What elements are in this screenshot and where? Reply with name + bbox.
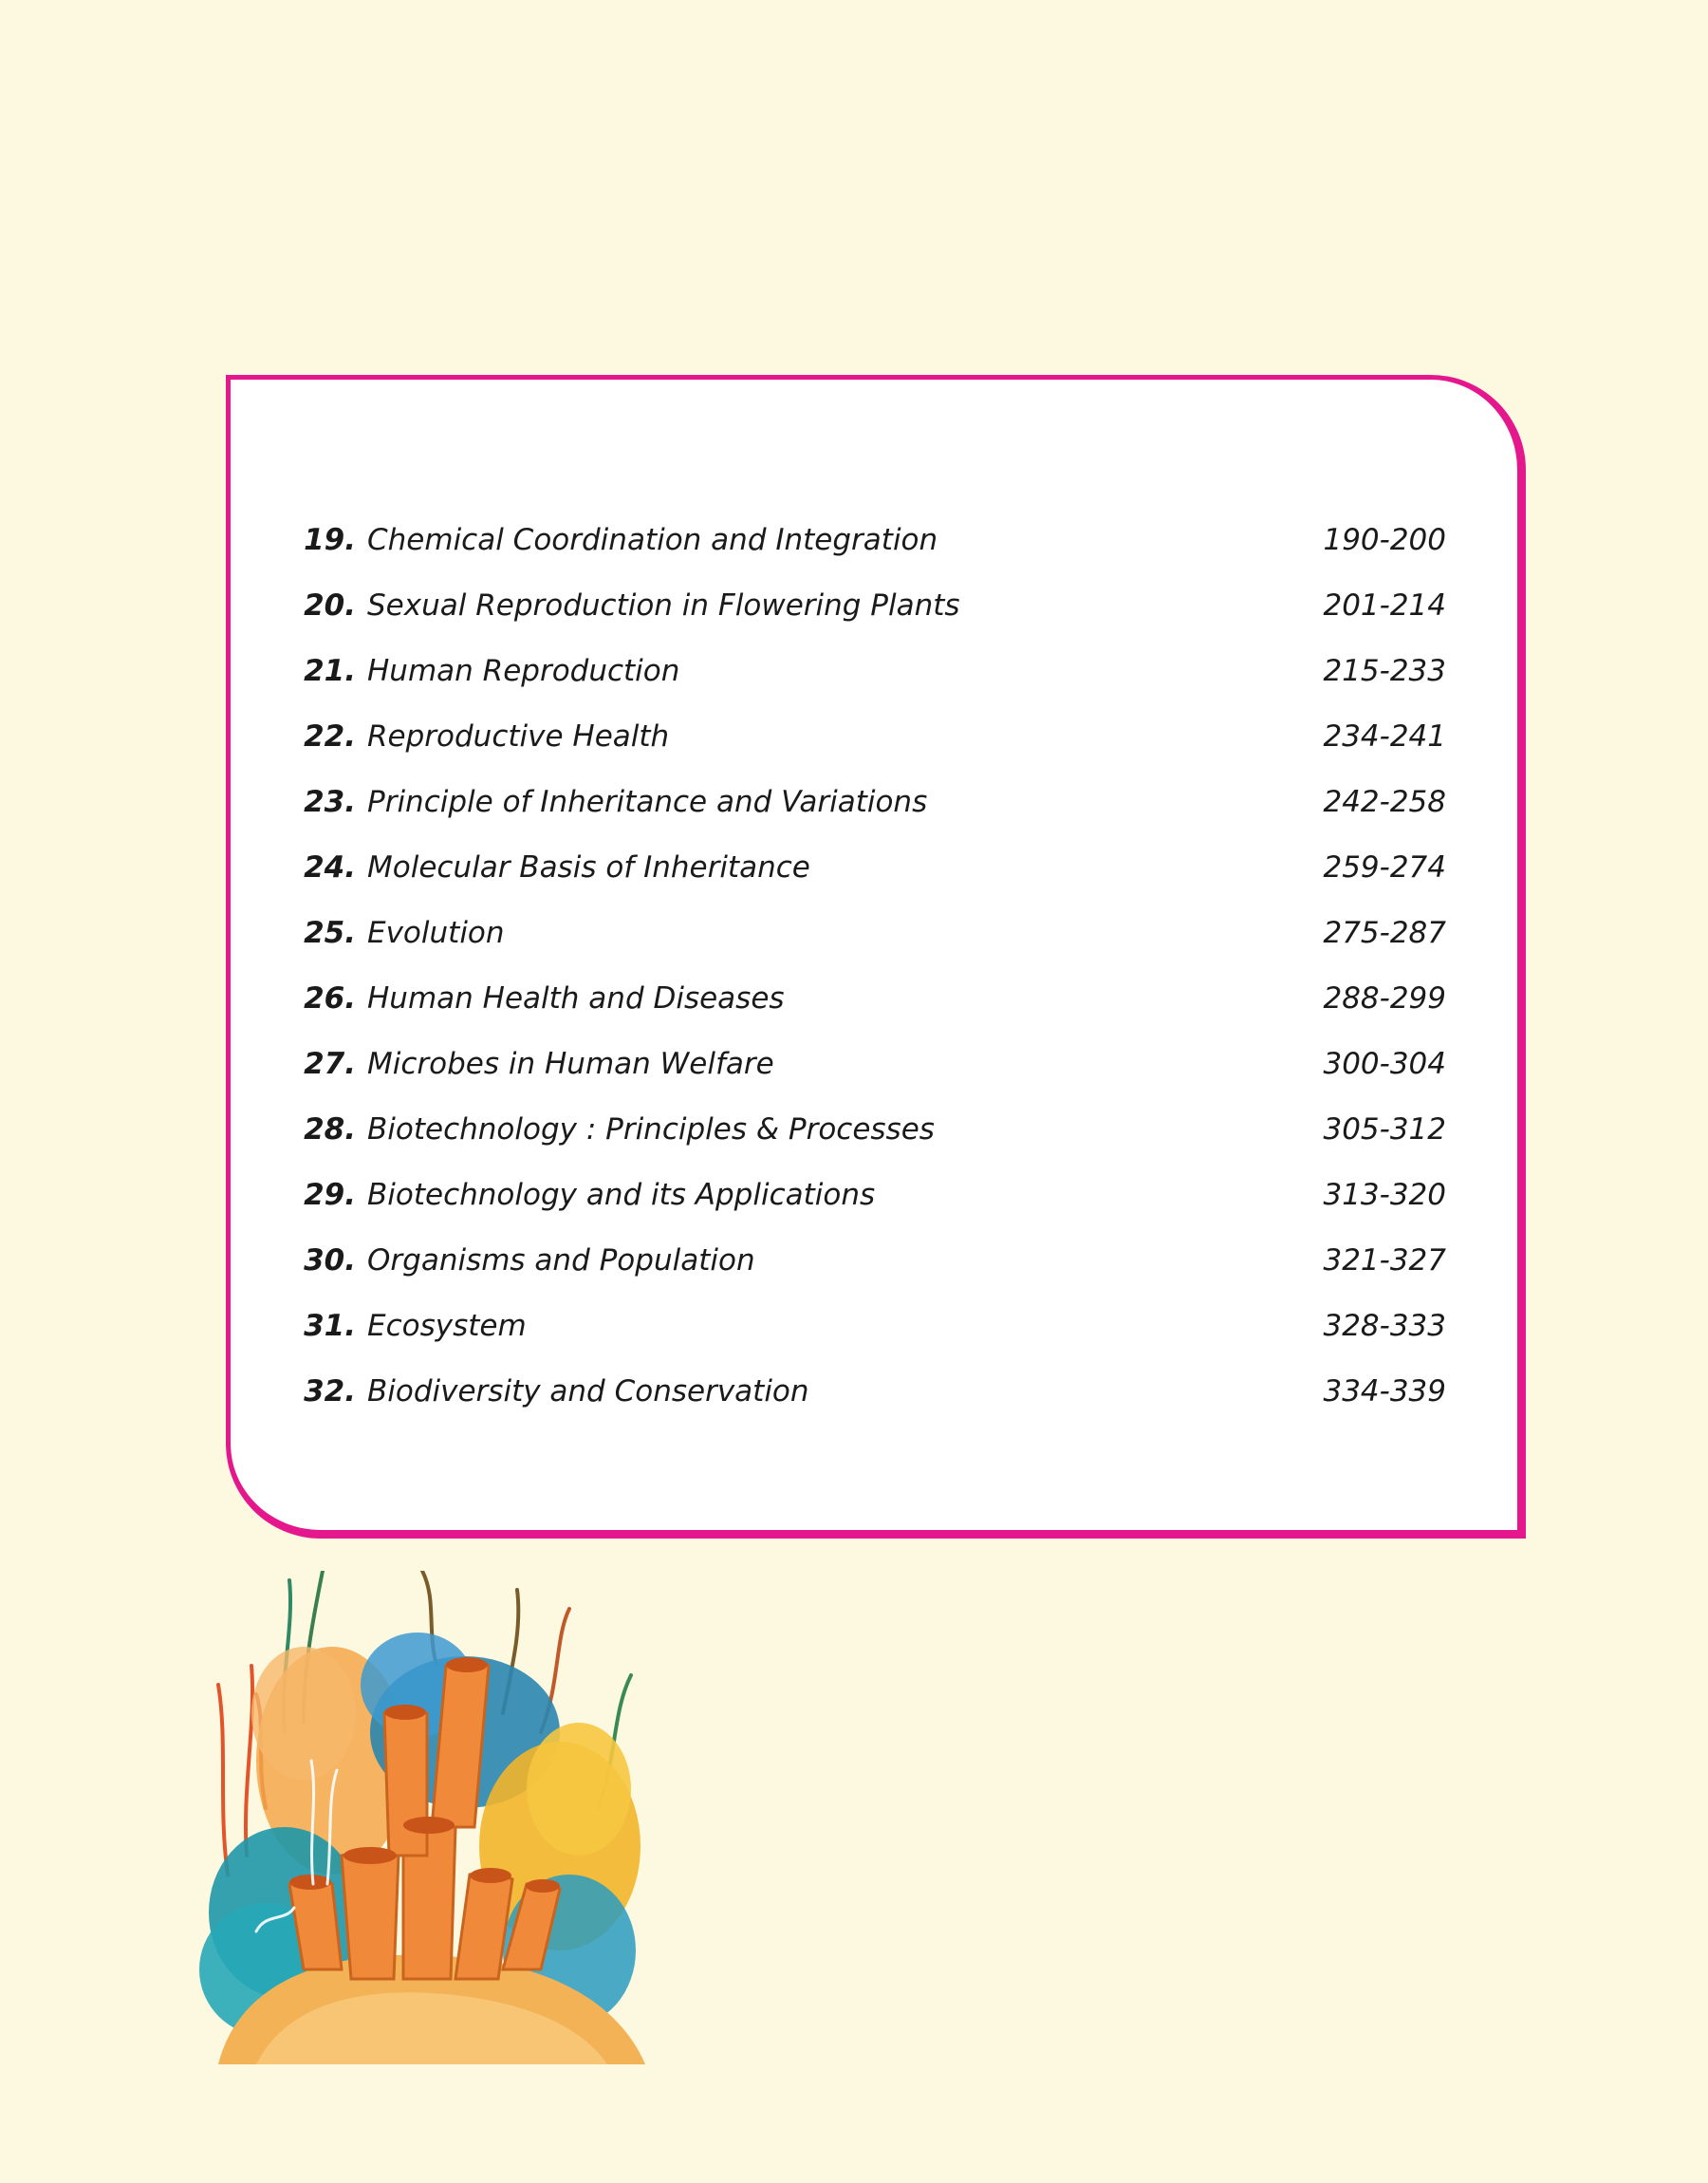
toc-entry[interactable] [231, 508, 1517, 573]
toc-entry-pages: 234-241 [1323, 719, 1446, 754]
toc-entry-title: Ecosystem [367, 1309, 527, 1343]
toc-entry-pages: 321-327 [1323, 1243, 1446, 1278]
toc-entry[interactable] [231, 1032, 1517, 1097]
toc-entry[interactable] [231, 639, 1517, 704]
toc-entry[interactable] [231, 1294, 1517, 1359]
toc-entry-number: 19. [304, 523, 356, 557]
toc-list [231, 508, 1517, 1425]
toc-entry-title: Biotechnology : Principles & Processes [367, 1112, 935, 1147]
coral-reef-illustration [199, 1571, 664, 2064]
toc-entry-pages: 259-274 [1323, 850, 1446, 885]
toc-entry[interactable] [231, 835, 1517, 901]
toc-entry-pages: 190-200 [1323, 523, 1446, 557]
toc-entry-title: Reproductive Health [367, 719, 670, 754]
toc-entry-number: 29. [304, 1178, 356, 1212]
toc-entry-pages: 300-304 [1323, 1047, 1446, 1081]
toc-entry-number: 28. [304, 1112, 356, 1147]
toc-entry-title: Human Health and Diseases [367, 981, 785, 1016]
toc-entry-pages: 215-233 [1323, 654, 1446, 688]
toc-entry-pages: 201-214 [1323, 588, 1446, 623]
toc-entry-title: Chemical Coordination and Integration [367, 523, 938, 557]
toc-entry-number: 26. [304, 981, 356, 1016]
toc-entry-title: Human Reproduction [367, 654, 680, 688]
toc-entry[interactable] [231, 966, 1517, 1032]
toc-entry[interactable] [231, 573, 1517, 639]
toc-entry[interactable] [231, 1359, 1517, 1425]
toc-entry[interactable] [231, 704, 1517, 770]
toc-entry-title: Organisms and Population [367, 1243, 755, 1278]
toc-entry-title: Principle of Inheritance and Variations [367, 785, 928, 819]
toc-entry-number: 32. [304, 1374, 356, 1409]
toc-entry[interactable] [231, 770, 1517, 835]
toc-entry-title: Microbes in Human Welfare [367, 1047, 774, 1081]
toc-entry-pages: 305-312 [1323, 1112, 1446, 1147]
toc-entry-title: Evolution [367, 916, 505, 950]
toc-entry-pages: 334-339 [1323, 1374, 1446, 1409]
toc-entry[interactable] [231, 901, 1517, 966]
toc-entry-number: 27. [304, 1047, 356, 1081]
toc-entry-number: 25. [304, 916, 356, 950]
toc-entry[interactable] [231, 1228, 1517, 1294]
toc-entry[interactable] [231, 1097, 1517, 1163]
toc-entry-pages: 328-333 [1323, 1309, 1446, 1343]
toc-entry-pages: 275-287 [1323, 916, 1446, 950]
toc-entry-title: Biotechnology and its Applications [367, 1178, 876, 1212]
toc-entry-number: 24. [304, 850, 356, 885]
toc-entry-number: 20. [304, 588, 356, 623]
toc-entry-title: Molecular Basis of Inheritance [367, 850, 810, 885]
toc-entry-title: Biodiversity and Conservation [367, 1374, 809, 1409]
toc-entry-title: Sexual Reproduction in Flowering Plants [367, 588, 960, 623]
toc-entry-pages: 242-258 [1323, 785, 1446, 819]
toc-entry-number: 31. [304, 1309, 356, 1343]
toc-entry-pages: 288-299 [1323, 981, 1446, 1016]
toc-entry-number: 23. [304, 785, 356, 819]
table-of-contents-card [226, 375, 1526, 1539]
toc-entry-pages: 313-320 [1323, 1178, 1446, 1212]
toc-entry-number: 21. [304, 654, 356, 688]
toc-entry-number: 22. [304, 719, 356, 754]
toc-entry[interactable] [231, 1163, 1517, 1228]
toc-entry-number: 30. [304, 1243, 356, 1278]
